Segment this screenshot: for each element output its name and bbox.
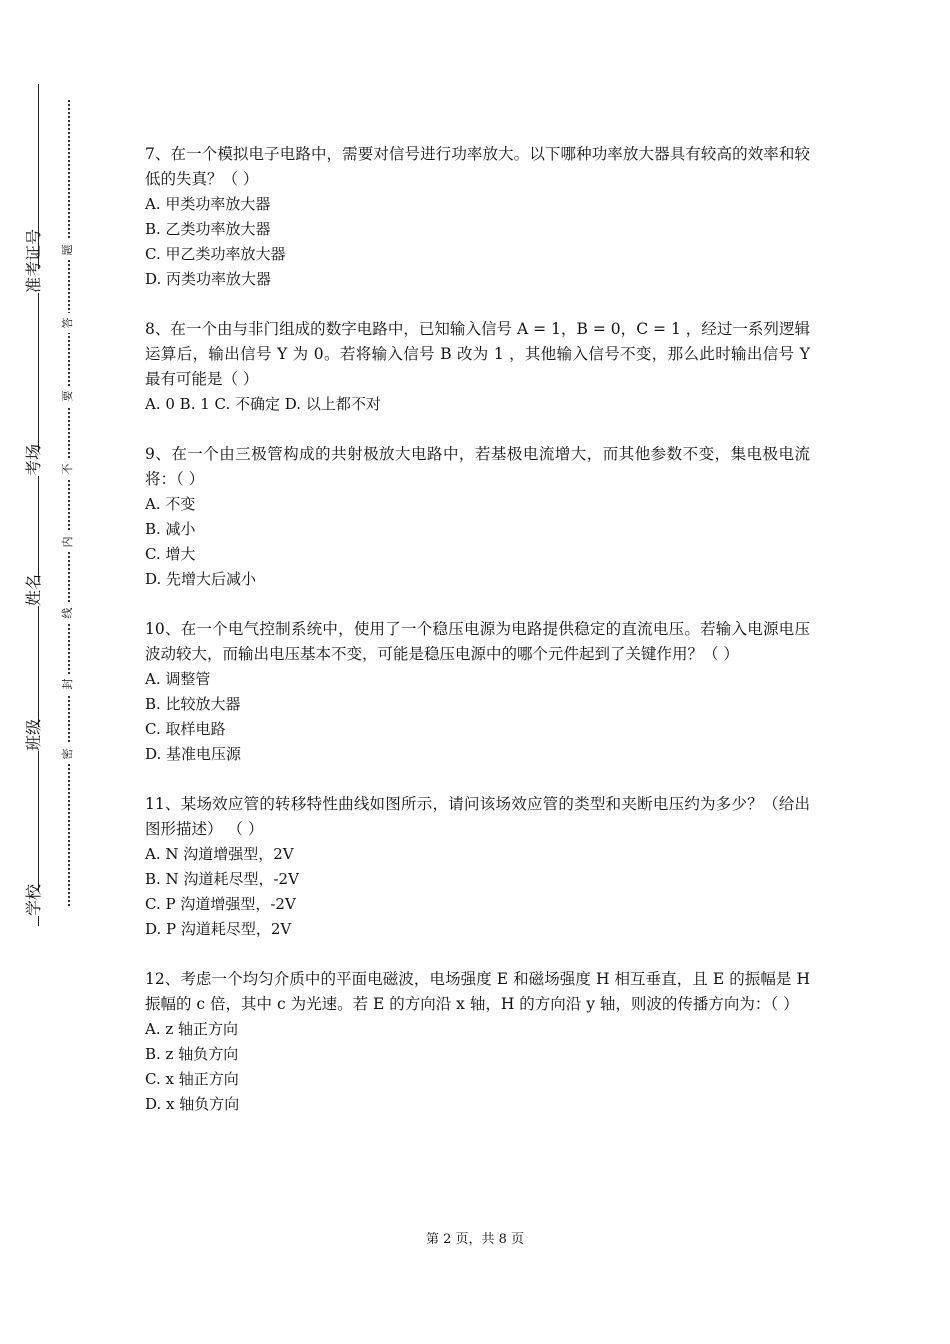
question-7 <box>145 142 810 292</box>
seal-char: 答 <box>60 313 76 333</box>
option-b: B. N 沟道耗尽型，-2V <box>145 870 299 888</box>
option-c: C. x 轴正方向 <box>145 1070 239 1088</box>
question-12 <box>145 967 810 1117</box>
option-d: D. 丙类功率放大器 <box>145 270 272 288</box>
question-8 <box>145 317 810 417</box>
question-stem: 9、在一个由三极管构成的共射极放大电路中，若基极电流增大，而其他参数不变，集电极电流将：（ ） <box>145 445 810 488</box>
seal-line <box>68 100 70 906</box>
seal-char: 要 <box>60 386 76 406</box>
seal-char: 封 <box>60 674 76 694</box>
question-11 <box>145 792 810 942</box>
option-c: C. 增大 <box>145 545 196 563</box>
option-b: B. 比较放大器 <box>145 695 241 713</box>
question-stem: 10、在一个电气控制系统中，使用了一个稳压电源为电路提供稳定的直流电压。若输入电源电压波动较大，而输出电压基本不变，可能是稳压电源中的哪个元件起到了关键作用？（ ） <box>145 620 810 663</box>
options-inline: A. 0 B. 1 C. 不确定 D. 以上都不对 <box>145 395 381 413</box>
seal-char: 线 <box>60 603 76 623</box>
option-c: C. 取样电路 <box>145 720 226 738</box>
seal-char: 不 <box>60 459 76 479</box>
name-label: 姓名 <box>24 573 43 606</box>
question-stem: 11、某场效应管的转移特性曲线如图所示，请问该场效应管的类型和夹断电压约为多少？（给出图形描述） （ ） <box>145 795 810 838</box>
option-a: A. 调整管 <box>145 670 211 688</box>
question-stem: 12、考虑一个均匀介质中的平面电磁波，电场强度 E 和磁场强度 H 相互垂直，且 E 的振幅是 H 振幅的 c 倍，其中 c 为光速。若 E 的方向沿 x 轴，H 的方向沿 y 轴，则波的传播方向为：（ ） <box>145 970 810 1013</box>
option-a: A. 不变 <box>145 495 196 513</box>
page-number: 第 2 页，共 8 页 <box>425 1232 525 1247</box>
option-d: D. 先增大后减小 <box>145 570 257 588</box>
question-stem: 7、在一个模拟电子电路中，需要对信号进行功率放大。以下哪种功率放大器具有较高的效率和较低的失真？（ ） <box>145 145 810 188</box>
admission-number-label: 准考证号 <box>24 228 43 293</box>
question-stem: 8、在一个由与非门组成的数字电路中，已知输入信号 A = 1，B = 0，C = 1 ，经过一系列逻辑运算后，输出信号 Y 为 0。若将输入信号 B 改为 1 ，其他输入信号不变，那么此时输出信号 Y 最有可能是（ ） <box>145 320 810 388</box>
option-d: D. x 轴负方向 <box>145 1095 240 1113</box>
seal-char: 密 <box>60 744 76 764</box>
option-b: B. z 轴负方向 <box>145 1045 239 1063</box>
seal-char: 题 <box>60 240 76 260</box>
option-b: B. 减小 <box>145 520 196 538</box>
school-label: 学校 <box>24 883 43 916</box>
option-b: B. 乙类功率放大器 <box>145 220 271 238</box>
option-d: D. 基准电压源 <box>145 745 242 763</box>
option-a: A. z 轴正方向 <box>145 1020 239 1038</box>
question-9 <box>145 442 810 592</box>
seal-char: 内 <box>60 532 76 552</box>
option-d: D. P 沟道耗尽型，2V <box>145 920 292 938</box>
option-c: C. P 沟道增强型，-2V <box>145 895 296 913</box>
class-label: 班级 <box>24 718 43 751</box>
binding-line <box>38 84 39 926</box>
question-10 <box>145 617 810 767</box>
option-a: A. 甲类功率放大器 <box>145 195 271 213</box>
exam-room-label: 考场 <box>24 443 43 476</box>
option-a: A. N 沟道增强型，2V <box>145 845 294 863</box>
option-c: C. 甲乙类功率放大器 <box>145 245 286 263</box>
question-list <box>145 142 810 1142</box>
